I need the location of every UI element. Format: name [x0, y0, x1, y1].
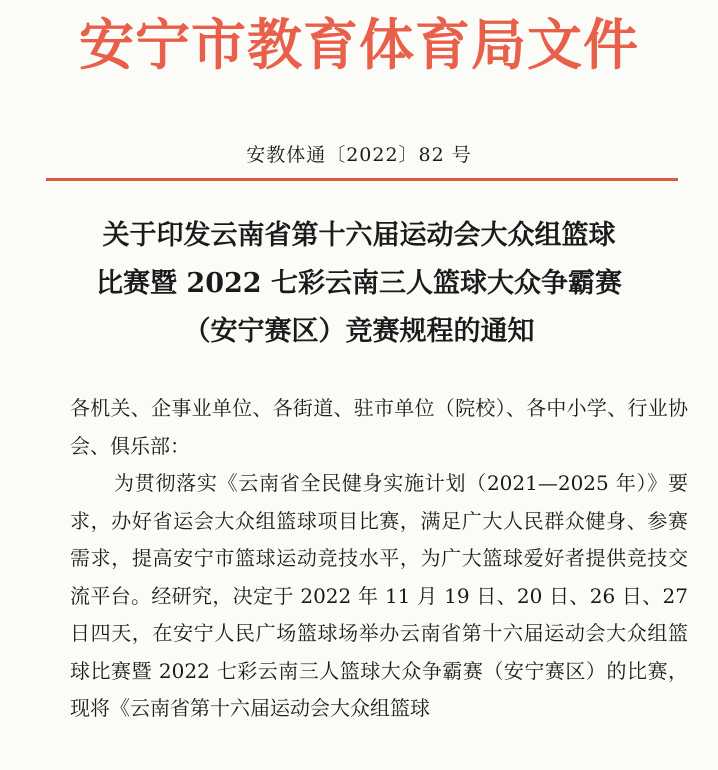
body-paragraph: 为贯彻落实《云南省全民健身实施计划（2021—2025 年）》要求，办好省运会大众组篮球项目比赛，满足广大人民群众健身、参赛需求，提高安宁市篮球运动竞技水平，为广大篮球爱好者提供竞技交流平台。经研究，决定于 2022 年 11 月 19 日、20 日、26 日、27 日四天，在安宁人民广场篮球场举办云南省第十六届运动会大众组篮球比赛暨 2022 七彩云南三人篮球大众争霸赛（安宁赛区）的比赛，现将《云南省第十六届运动会大众组篮球: [70, 471, 688, 720]
title-line-1: 关于印发云南省第十六届运动会大众组篮球: [102, 220, 616, 251]
document-body: [70, 390, 688, 728]
document-number: 安教体通〔2022〕82 号: [246, 144, 472, 166]
title-line-3: （安宁赛区）竞赛规程的通知: [183, 316, 535, 347]
document-title: [0, 212, 718, 356]
masthead-title: 安宁市教育体育局文件: [78, 12, 639, 77]
salutation: 各机关、企事业单位、各街道、驻市单位（院校）、各中小学、行业协会、俱乐部：: [70, 396, 688, 458]
header-divider-rule: [46, 178, 678, 181]
title-line-2: 比赛暨 2022 七彩云南三人篮球大众争霸赛: [96, 268, 622, 299]
